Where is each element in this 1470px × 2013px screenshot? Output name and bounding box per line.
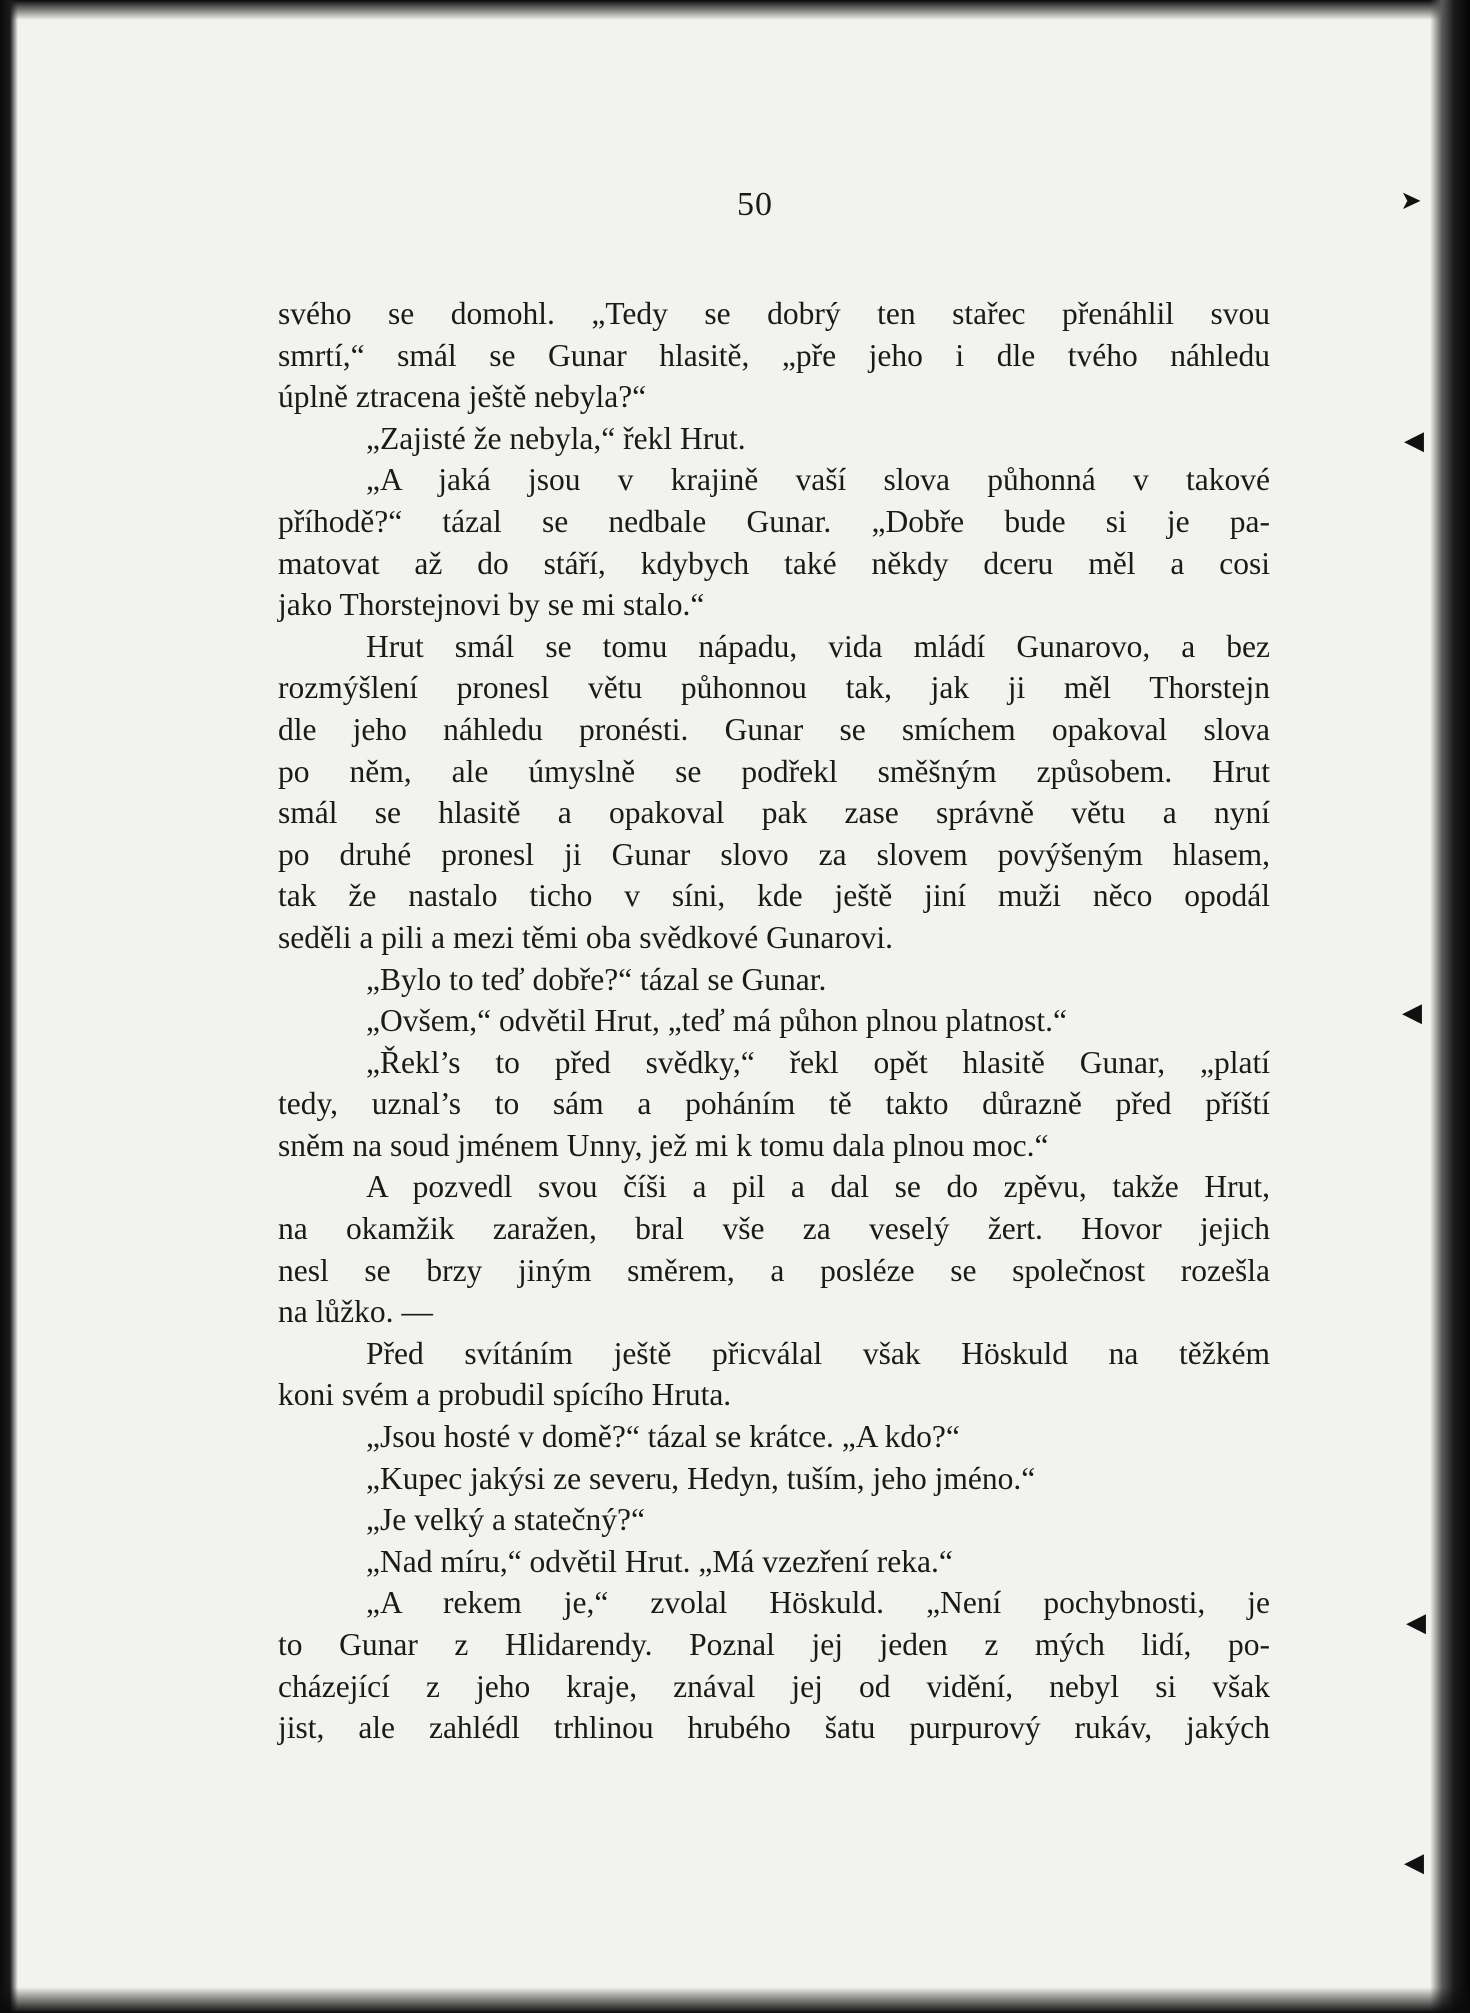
text-line: Před svítáním ještě přicválal však Höskuld na těžkém [366,1335,1270,1371]
margin-arrow-icon: ◀ [1404,426,1424,456]
text-line: „Řekl’s to před svědky,“ řekl opět hlasitě Gunar, „platí [366,1044,1270,1080]
text-line: jist, ale zahlédl trhlinou hrubého šatu purpurový rukáv, jakých [278,1710,1270,1746]
text-line: na lůžko. — [278,1294,433,1330]
text-line: sněm na soud jménem Unny, jež mi k tomu dala plnou moc.“ [278,1127,1049,1163]
text-line: na okamžik zaražen, bral vše za veselý žert. Hovor jejich [278,1211,1270,1247]
text-line: „Zajisté že nebyla,“ řekl Hrut. [366,420,746,456]
text-line: po druhé pronesl ji Gunar slovo za slovem povýšeným hlasem, [278,836,1270,872]
text-line: to Gunar z Hlidarendy. Poznal jej jeden z mých lidí, po- [278,1627,1270,1662]
text-line: „A jaká jsou v krajině vaší slova půhonná v takové [366,462,1270,498]
text-line: tedy, uznal’s to sám a poháním tě takto důrazně před příští [278,1086,1270,1122]
text-line: svého se domohl. „Tedy se dobrý ten stařec přenáhlil svou [278,296,1270,331]
text-line: seděli a pili a mezi těmi oba svědkové Gunarovi. [278,919,893,955]
page-number: 50 [737,186,773,223]
text-line: tak že nastalo ticho v síni, kde ještě jiní muži něco opodál [278,878,1270,914]
text-line: příhodě?“ tázal se nedbale Gunar. „Dobře bude si je pa- [278,503,1270,539]
text-line: „Je velký a statečný?“ [366,1502,645,1538]
scan-edge-bottom [0,1987,1470,2013]
text-line: „Jsou hosté v domě?“ tázal se krátce. „A kdo?“ [366,1419,960,1455]
scan-edge-top [0,0,1470,20]
margin-arrow-icon: ◀ [1406,1608,1426,1638]
text-line: „A rekem je,“ zvolal Höskuld. „Není pochybnosti, je [366,1585,1270,1621]
text-line: smrtí,“ smál se Gunar hlasitě, „pře jeho i dle tvého náhledu [278,337,1270,373]
margin-arrow-icon: ➤ [1400,186,1422,216]
text-line: jako Thorstejnovi by se mi stalo.“ [278,587,705,623]
text-line: dle jeho náhledu pronésti. Gunar se smíchem opakoval slova [278,711,1270,747]
scan-edge-left [0,0,18,2013]
text-line: „Nad míru,“ odvětil Hrut. „Má vzezření reka.“ [366,1543,953,1579]
text-line: smál se hlasitě a opakoval pak zase správně větu a nyní [278,795,1270,831]
margin-arrow-icon: ◀ [1402,998,1422,1028]
text-line: „Kupec jakýsi ze severu, Hedyn, tuším, jeho jméno.“ [366,1460,1036,1496]
body-text [278,293,1270,1749]
text-line: Hrut smál se tomu nápadu, vida mládí Gunarovo, a bez [366,628,1270,664]
text-line: cházející z jeho kraje, znával jej od vidění, nebyl si však [278,1668,1270,1704]
text-line: koni svém a probudil spícího Hruta. [278,1377,732,1413]
text-line: úplně ztracena ještě nebyla?“ [278,379,647,415]
text-line: rozmýšlení pronesl větu půhonnou tak, jak ji měl Thorstejn [278,670,1270,706]
text-line: „Bylo to teď dobře?“ tázal se Gunar. [366,961,827,997]
text-line: matovat až do stáří, kdybych také někdy dceru měl a cosi [278,545,1270,581]
margin-arrow-icon: ◀ [1404,1848,1424,1878]
text-line: A pozvedl svou číši a pil a dal se do zpěvu, takže Hrut, [366,1169,1270,1205]
text-line: „Ovšem,“ odvětil Hrut, „teď má půhon plnou platnost.“ [366,1003,1067,1039]
text-line: po něm, ale úmyslně se podřekl směšným způsobem. Hrut [278,753,1270,789]
scan-edge-right [1430,0,1470,2013]
text-line: nesl se brzy jiným směrem, a posléze se společnost rozešla [278,1252,1270,1288]
